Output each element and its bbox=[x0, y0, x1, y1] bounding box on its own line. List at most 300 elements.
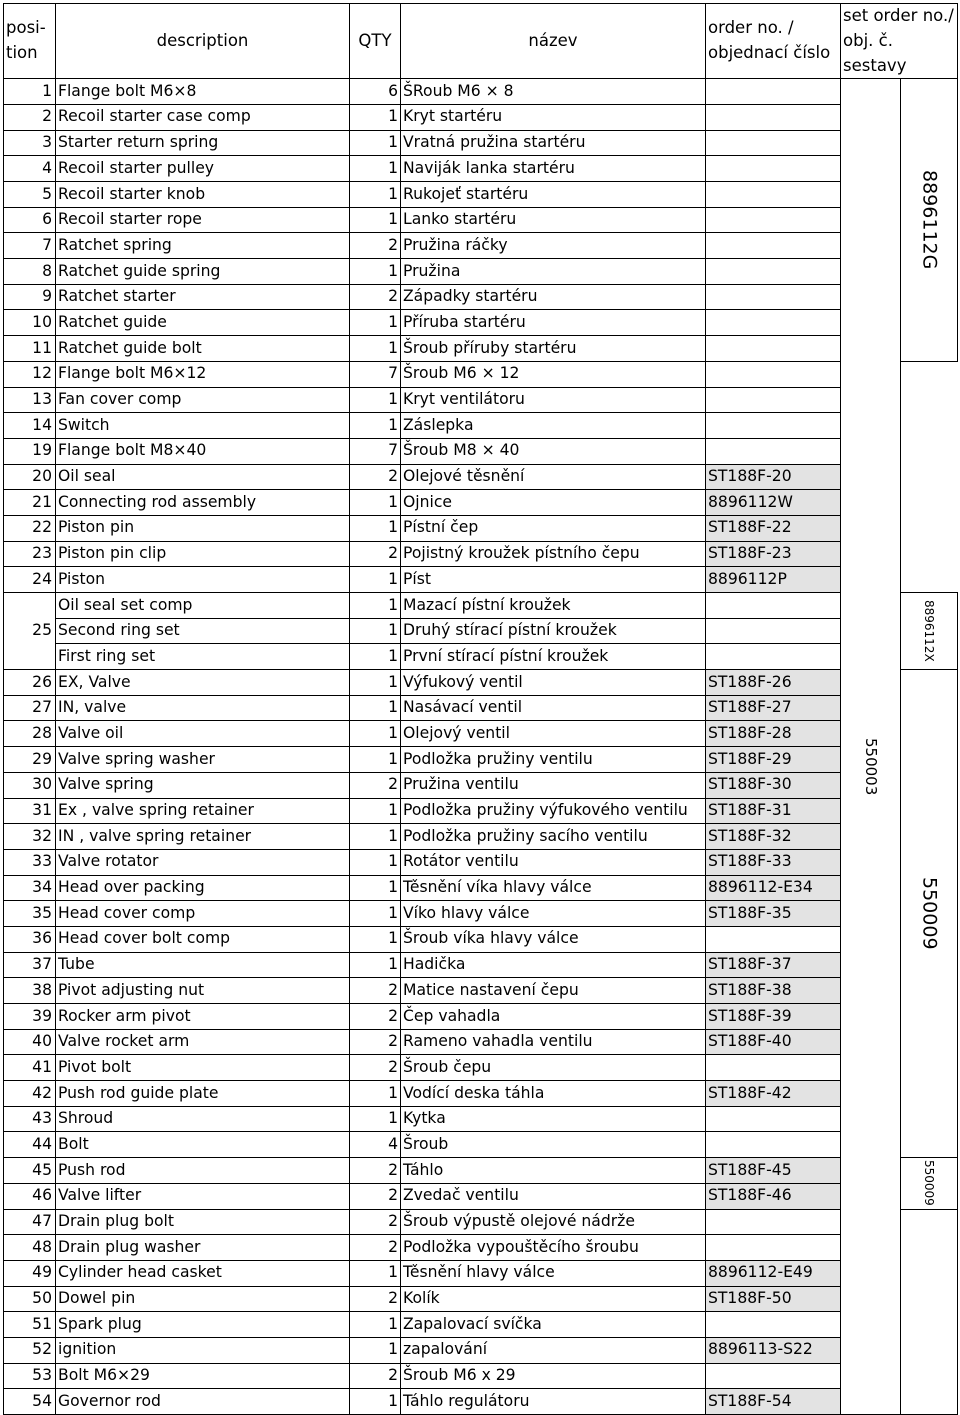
set-number-ring bbox=[901, 593, 958, 670]
row-qty: 1 bbox=[350, 207, 401, 233]
row-nazev: Rukojeť startéru bbox=[401, 182, 706, 208]
row-qty: 1 bbox=[350, 721, 401, 747]
row-nazev: Lanko startéru bbox=[401, 207, 706, 233]
table-row bbox=[4, 593, 958, 619]
row-qty: 2 bbox=[350, 1158, 401, 1184]
row-position: 44 bbox=[4, 1132, 56, 1158]
row-description: Recoil starter knob bbox=[56, 182, 350, 208]
row-nazev: Ojnice bbox=[401, 490, 706, 516]
row-nazev: Záslepka bbox=[401, 413, 706, 439]
table-row bbox=[4, 824, 958, 850]
row-nazev: Šroub M6 × 12 bbox=[401, 361, 706, 387]
row-order-number bbox=[706, 336, 841, 362]
table-row bbox=[4, 207, 958, 233]
row-nazev: Šroub příruby startéru bbox=[401, 336, 706, 362]
row-nazev: Šroub výpustě olejové nádrže bbox=[401, 1209, 706, 1235]
row-description: Dowel pin bbox=[56, 1286, 350, 1312]
row-qty: 1 bbox=[350, 490, 401, 516]
row-position: 36 bbox=[4, 926, 56, 952]
row-qty: 1 bbox=[350, 515, 401, 541]
row-position: 7 bbox=[4, 233, 56, 259]
row-order-number bbox=[706, 644, 841, 670]
row-nazev: Šroub víka hlavy válce bbox=[401, 926, 706, 952]
row-position: 20 bbox=[4, 464, 56, 490]
row-description: Recoil starter pulley bbox=[56, 156, 350, 182]
row-qty: 1 bbox=[350, 1106, 401, 1132]
table-row bbox=[4, 1004, 958, 1030]
row-description: Ratchet guide bolt bbox=[56, 336, 350, 362]
row-description: Tube bbox=[56, 952, 350, 978]
row-order-number: ST188F-22 bbox=[706, 515, 841, 541]
row-order-number: ST188F-50 bbox=[706, 1286, 841, 1312]
table-row bbox=[4, 130, 958, 156]
row-qty: 1 bbox=[350, 798, 401, 824]
row-description: Valve rotator bbox=[56, 849, 350, 875]
row-position: 30 bbox=[4, 772, 56, 798]
row-order-number: ST188F-33 bbox=[706, 849, 841, 875]
row-qty: 1 bbox=[350, 1389, 401, 1415]
row-qty: 1 bbox=[350, 618, 401, 644]
table-row bbox=[4, 104, 958, 130]
table-row bbox=[4, 952, 958, 978]
row-position: 14 bbox=[4, 413, 56, 439]
row-position: 11 bbox=[4, 336, 56, 362]
table-row bbox=[4, 490, 958, 516]
row-description: Recoil starter case comp bbox=[56, 104, 350, 130]
row-description: Valve lifter bbox=[56, 1183, 350, 1209]
row-description: Piston pin clip bbox=[56, 541, 350, 567]
row-description: Switch bbox=[56, 413, 350, 439]
row-order-number bbox=[706, 259, 841, 285]
row-qty: 1 bbox=[350, 259, 401, 285]
header-order-no bbox=[706, 4, 841, 79]
row-nazev: Čep vahadla bbox=[401, 1004, 706, 1030]
row-description: Bolt M6×29 bbox=[56, 1363, 350, 1389]
row-position: 50 bbox=[4, 1286, 56, 1312]
row-nazev: Vratná pružina startéru bbox=[401, 130, 706, 156]
row-qty: 1 bbox=[350, 104, 401, 130]
row-nazev: Kryt ventilátoru bbox=[401, 387, 706, 413]
row-position: 4 bbox=[4, 156, 56, 182]
set-number-ring-text: 8896112X bbox=[922, 600, 936, 662]
row-description: Valve rocket arm bbox=[56, 1029, 350, 1055]
row-nazev: Západky startéru bbox=[401, 284, 706, 310]
row-description: Ex , valve spring retainer bbox=[56, 798, 350, 824]
row-description: ignition bbox=[56, 1337, 350, 1363]
row-position: 31 bbox=[4, 798, 56, 824]
row-order-number: ST188F-30 bbox=[706, 772, 841, 798]
row-order-number: ST188F-39 bbox=[706, 1004, 841, 1030]
header-nazev: název bbox=[401, 4, 706, 79]
table-row bbox=[4, 721, 958, 747]
set-number-valve-text: 550009 bbox=[918, 877, 941, 950]
row-qty: 2 bbox=[350, 1363, 401, 1389]
row-order-number bbox=[706, 618, 841, 644]
row-position: 26 bbox=[4, 670, 56, 696]
table-row bbox=[4, 567, 958, 593]
row-position: 40 bbox=[4, 1029, 56, 1055]
row-position: 35 bbox=[4, 901, 56, 927]
row-description: EX, Valve bbox=[56, 670, 350, 696]
row-nazev: Táhlo regulátoru bbox=[401, 1389, 706, 1415]
row-qty: 1 bbox=[350, 926, 401, 952]
row-description: Fan cover comp bbox=[56, 387, 350, 413]
row-description: Push rod bbox=[56, 1158, 350, 1184]
row-description: Starter return spring bbox=[56, 130, 350, 156]
row-qty: 2 bbox=[350, 772, 401, 798]
row-order-number bbox=[706, 1363, 841, 1389]
table-row bbox=[4, 1337, 958, 1363]
set-number-lifter-text: 550009 bbox=[922, 1160, 936, 1207]
row-position: 32 bbox=[4, 824, 56, 850]
row-position: 48 bbox=[4, 1235, 56, 1261]
row-qty: 7 bbox=[350, 438, 401, 464]
row-qty: 2 bbox=[350, 1209, 401, 1235]
parts-list-sheet bbox=[3, 3, 957, 1415]
row-qty: 2 bbox=[350, 284, 401, 310]
row-description: Flange bolt M8×40 bbox=[56, 438, 350, 464]
row-description: Drain plug bolt bbox=[56, 1209, 350, 1235]
table-row bbox=[4, 849, 958, 875]
row-nazev: Rotátor ventilu bbox=[401, 849, 706, 875]
table-row bbox=[4, 772, 958, 798]
table-row bbox=[4, 1106, 958, 1132]
row-description: Shroud bbox=[56, 1106, 350, 1132]
row-qty: 2 bbox=[350, 1286, 401, 1312]
row-order-number: ST188F-31 bbox=[706, 798, 841, 824]
row-position: 28 bbox=[4, 721, 56, 747]
row-description: Second ring set bbox=[56, 618, 350, 644]
table-row bbox=[4, 1158, 958, 1184]
row-position: 8 bbox=[4, 259, 56, 285]
row-order-number: ST188F-27 bbox=[706, 695, 841, 721]
table-row bbox=[4, 438, 958, 464]
row-order-number bbox=[706, 104, 841, 130]
row-qty: 1 bbox=[350, 1312, 401, 1338]
row-description: Recoil starter rope bbox=[56, 207, 350, 233]
row-order-number: ST188F-32 bbox=[706, 824, 841, 850]
row-order-number: 8896112-E34 bbox=[706, 875, 841, 901]
set-spacer bbox=[901, 1209, 958, 1415]
table-row bbox=[4, 361, 958, 387]
row-order-number bbox=[706, 79, 841, 105]
table-row bbox=[4, 670, 958, 696]
table-row bbox=[4, 541, 958, 567]
row-nazev: Matice nastavení čepu bbox=[401, 978, 706, 1004]
row-nazev: Šroub M8 × 40 bbox=[401, 438, 706, 464]
row-position: 38 bbox=[4, 978, 56, 1004]
parts-table bbox=[3, 3, 958, 1415]
row-nazev: Rameno vahadla ventilu bbox=[401, 1029, 706, 1055]
row-position: 1 bbox=[4, 79, 56, 105]
row-order-number: ST188F-28 bbox=[706, 721, 841, 747]
row-order-number bbox=[706, 926, 841, 952]
row-qty: 2 bbox=[350, 1004, 401, 1030]
table-row bbox=[4, 618, 958, 644]
row-position: 9 bbox=[4, 284, 56, 310]
table-row bbox=[4, 1389, 958, 1415]
row-position: 41 bbox=[4, 1055, 56, 1081]
row-qty: 1 bbox=[350, 747, 401, 773]
table-row bbox=[4, 259, 958, 285]
row-position: 21 bbox=[4, 490, 56, 516]
row-qty: 7 bbox=[350, 361, 401, 387]
row-order-number bbox=[706, 438, 841, 464]
row-position: 19 bbox=[4, 438, 56, 464]
table-row bbox=[4, 1235, 958, 1261]
row-order-number bbox=[706, 1106, 841, 1132]
row-qty: 1 bbox=[350, 875, 401, 901]
row-qty: 1 bbox=[350, 644, 401, 670]
row-nazev: Kytka bbox=[401, 1106, 706, 1132]
row-nazev: Podložka pružiny výfukového ventilu bbox=[401, 798, 706, 824]
row-description: Drain plug washer bbox=[56, 1235, 350, 1261]
table-row bbox=[4, 644, 958, 670]
row-description: Flange bolt M6×12 bbox=[56, 361, 350, 387]
table-row bbox=[4, 464, 958, 490]
row-description: IN , valve spring retainer bbox=[56, 824, 350, 850]
row-qty: 1 bbox=[350, 1260, 401, 1286]
row-order-number: ST188F-26 bbox=[706, 670, 841, 696]
row-nazev: Olejové těsnění bbox=[401, 464, 706, 490]
row-position: 6 bbox=[4, 207, 56, 233]
row-position: 37 bbox=[4, 952, 56, 978]
row-order-number bbox=[706, 593, 841, 619]
row-position: 22 bbox=[4, 515, 56, 541]
row-position: 53 bbox=[4, 1363, 56, 1389]
table-row bbox=[4, 978, 958, 1004]
row-description: IN, valve bbox=[56, 695, 350, 721]
row-nazev: Táhlo bbox=[401, 1158, 706, 1184]
row-description: Valve oil bbox=[56, 721, 350, 747]
set-number-valve bbox=[901, 670, 958, 1158]
set-number-engine bbox=[841, 79, 901, 1415]
table-row bbox=[4, 156, 958, 182]
row-qty: 1 bbox=[350, 1337, 401, 1363]
row-qty: 1 bbox=[350, 156, 401, 182]
row-order-number: ST188F-40 bbox=[706, 1029, 841, 1055]
table-row bbox=[4, 1260, 958, 1286]
header-position bbox=[4, 4, 56, 79]
row-qty: 1 bbox=[350, 849, 401, 875]
row-description: Rocker arm pivot bbox=[56, 1004, 350, 1030]
row-order-number: 8896112W bbox=[706, 490, 841, 516]
row-position: 51 bbox=[4, 1312, 56, 1338]
table-row bbox=[4, 926, 958, 952]
header-row bbox=[4, 4, 958, 79]
row-order-number bbox=[706, 1209, 841, 1235]
row-position: 42 bbox=[4, 1081, 56, 1107]
row-nazev: zapalování bbox=[401, 1337, 706, 1363]
row-position: 2 bbox=[4, 104, 56, 130]
row-position: 52 bbox=[4, 1337, 56, 1363]
row-description: Pivot bolt bbox=[56, 1055, 350, 1081]
row-order-number bbox=[706, 1235, 841, 1261]
row-description: Piston bbox=[56, 567, 350, 593]
row-description: Flange bolt M6×8 bbox=[56, 79, 350, 105]
row-nazev: Druhý stírací pístní kroužek bbox=[401, 618, 706, 644]
row-nazev: Těsnění hlavy válce bbox=[401, 1260, 706, 1286]
table-row bbox=[4, 695, 958, 721]
row-qty: 1 bbox=[350, 310, 401, 336]
row-nazev: Pojistný kroužek pístního čepu bbox=[401, 541, 706, 567]
row-order-number: ST188F-54 bbox=[706, 1389, 841, 1415]
row-description: Ratchet guide spring bbox=[56, 259, 350, 285]
row-order-number: ST188F-38 bbox=[706, 978, 841, 1004]
header-description: description bbox=[56, 4, 350, 79]
header-position-text: posi- tion bbox=[6, 18, 46, 63]
row-description: Valve spring washer bbox=[56, 747, 350, 773]
table-row bbox=[4, 413, 958, 439]
set-number-engine-text: 550003 bbox=[862, 737, 880, 796]
row-nazev: Olejový ventil bbox=[401, 721, 706, 747]
row-nazev: Pístní čep bbox=[401, 515, 706, 541]
row-description: Pivot adjusting nut bbox=[56, 978, 350, 1004]
table-row bbox=[4, 1363, 958, 1389]
row-nazev: Mazací pístní kroužek bbox=[401, 593, 706, 619]
row-nazev: Zapalovací svíčka bbox=[401, 1312, 706, 1338]
row-description: Head over packing bbox=[56, 875, 350, 901]
row-description: Ratchet starter bbox=[56, 284, 350, 310]
row-qty: 2 bbox=[350, 1235, 401, 1261]
row-position: 49 bbox=[4, 1260, 56, 1286]
row-description: Valve spring bbox=[56, 772, 350, 798]
table-row bbox=[4, 336, 958, 362]
row-nazev: Příruba startéru bbox=[401, 310, 706, 336]
row-nazev: Vodící deska táhla bbox=[401, 1081, 706, 1107]
row-nazev: Víko hlavy válce bbox=[401, 901, 706, 927]
row-order-number: 8896113-S22 bbox=[706, 1337, 841, 1363]
row-nazev: Podložka pružiny ventilu bbox=[401, 747, 706, 773]
row-position: 54 bbox=[4, 1389, 56, 1415]
row-position: 23 bbox=[4, 541, 56, 567]
row-order-number bbox=[706, 156, 841, 182]
row-order-number bbox=[706, 1055, 841, 1081]
row-description: Spark plug bbox=[56, 1312, 350, 1338]
row-qty: 1 bbox=[350, 952, 401, 978]
header-set-order-no bbox=[841, 4, 958, 79]
row-position: 45 bbox=[4, 1158, 56, 1184]
row-position: 24 bbox=[4, 567, 56, 593]
table-row bbox=[4, 1055, 958, 1081]
row-nazev: Pružina ventilu bbox=[401, 772, 706, 798]
row-order-number bbox=[706, 361, 841, 387]
row-order-number bbox=[706, 233, 841, 259]
row-qty: 1 bbox=[350, 670, 401, 696]
row-order-number: ST188F-37 bbox=[706, 952, 841, 978]
set-number-starter bbox=[901, 79, 958, 362]
table-row bbox=[4, 233, 958, 259]
row-position: 39 bbox=[4, 1004, 56, 1030]
row-qty: 1 bbox=[350, 824, 401, 850]
row-description: Cylinder head casket bbox=[56, 1260, 350, 1286]
row-qty: 1 bbox=[350, 130, 401, 156]
row-nazev: ŠRoub M6 × 8 bbox=[401, 79, 706, 105]
row-qty: 2 bbox=[350, 1029, 401, 1055]
row-position: 3 bbox=[4, 130, 56, 156]
row-order-number: 8896112P bbox=[706, 567, 841, 593]
row-position: 27 bbox=[4, 695, 56, 721]
row-description: Ratchet guide bbox=[56, 310, 350, 336]
table-row bbox=[4, 901, 958, 927]
table-row bbox=[4, 1183, 958, 1209]
header-set-order-text: set order no./ obj. č. sestavy bbox=[843, 6, 954, 75]
table-row bbox=[4, 284, 958, 310]
row-nazev: Šroub čepu bbox=[401, 1055, 706, 1081]
row-qty: 1 bbox=[350, 387, 401, 413]
table-row bbox=[4, 1029, 958, 1055]
row-order-number: ST188F-23 bbox=[706, 541, 841, 567]
row-position: 47 bbox=[4, 1209, 56, 1235]
table-row bbox=[4, 310, 958, 336]
table-row bbox=[4, 515, 958, 541]
row-position: 34 bbox=[4, 875, 56, 901]
row-position: 13 bbox=[4, 387, 56, 413]
row-description: Head cover bolt comp bbox=[56, 926, 350, 952]
row-order-number bbox=[706, 387, 841, 413]
row-order-number: ST188F-29 bbox=[706, 747, 841, 773]
header-order-text: order no. / objednací číslo bbox=[708, 18, 831, 63]
row-nazev: Naviják lanka startéru bbox=[401, 156, 706, 182]
row-description: Governor rod bbox=[56, 1389, 350, 1415]
row-qty: 6 bbox=[350, 79, 401, 105]
row-nazev: Kryt startéru bbox=[401, 104, 706, 130]
row-position: 5 bbox=[4, 182, 56, 208]
row-qty: 2 bbox=[350, 1055, 401, 1081]
row-description: Head cover comp bbox=[56, 901, 350, 927]
row-position: 10 bbox=[4, 310, 56, 336]
row-position: 43 bbox=[4, 1106, 56, 1132]
row-qty: 1 bbox=[350, 413, 401, 439]
row-nazev: Výfukový ventil bbox=[401, 670, 706, 696]
row-position: 25 bbox=[4, 593, 56, 670]
table-row bbox=[4, 1286, 958, 1312]
row-order-number: ST188F-35 bbox=[706, 901, 841, 927]
row-description: Connecting rod assembly bbox=[56, 490, 350, 516]
row-order-number bbox=[706, 182, 841, 208]
row-qty: 1 bbox=[350, 695, 401, 721]
table-row bbox=[4, 182, 958, 208]
header-qty: QTY bbox=[350, 4, 401, 79]
row-description: Push rod guide plate bbox=[56, 1081, 350, 1107]
row-nazev: Šroub M6 x 29 bbox=[401, 1363, 706, 1389]
row-description: Bolt bbox=[56, 1132, 350, 1158]
row-qty: 1 bbox=[350, 1081, 401, 1107]
row-nazev: Podložka vypouštěcího šroubu bbox=[401, 1235, 706, 1261]
table-row bbox=[4, 79, 958, 105]
set-number-starter-text: 8896112G bbox=[918, 170, 941, 270]
set-number-lifter bbox=[901, 1158, 958, 1209]
row-qty: 1 bbox=[350, 901, 401, 927]
row-order-number bbox=[706, 1312, 841, 1338]
table-row bbox=[4, 1312, 958, 1338]
row-nazev: Kolík bbox=[401, 1286, 706, 1312]
table-row bbox=[4, 1209, 958, 1235]
row-order-number bbox=[706, 413, 841, 439]
row-order-number: ST188F-45 bbox=[706, 1158, 841, 1184]
row-order-number: ST188F-46 bbox=[706, 1183, 841, 1209]
table-row bbox=[4, 747, 958, 773]
row-qty: 1 bbox=[350, 182, 401, 208]
row-nazev: První stírací pístní kroužek bbox=[401, 644, 706, 670]
row-position: 29 bbox=[4, 747, 56, 773]
row-qty: 2 bbox=[350, 1183, 401, 1209]
row-description: Ratchet spring bbox=[56, 233, 350, 259]
row-order-number bbox=[706, 1132, 841, 1158]
row-order-number bbox=[706, 310, 841, 336]
row-qty: 1 bbox=[350, 336, 401, 362]
row-description: Oil seal set comp bbox=[56, 593, 350, 619]
